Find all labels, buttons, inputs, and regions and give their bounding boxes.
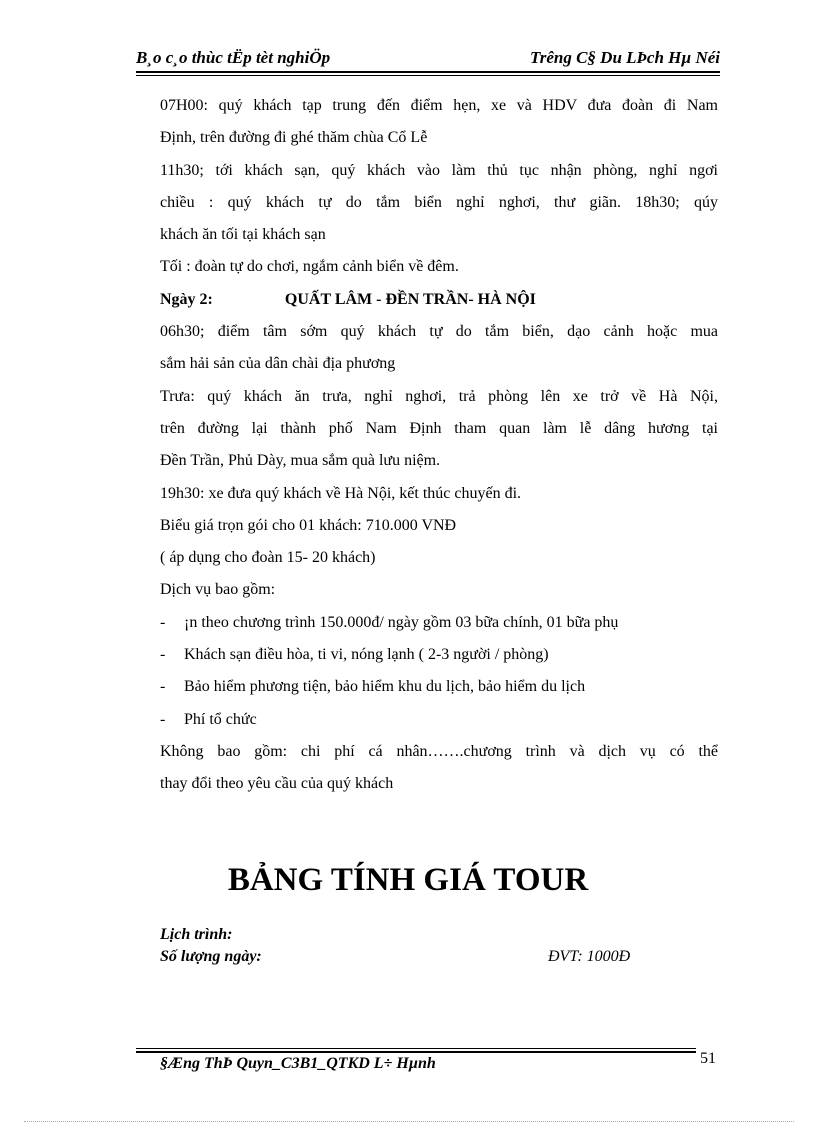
paragraph-line: trên đường lại thành phố Nam Định tham quan làm lễ dâng hương tại bbox=[160, 419, 718, 437]
footer-rule-thick bbox=[136, 1051, 696, 1053]
paragraph-line: 19h30: xe đưa quý khách về Hà Nội, kết thúc chuyến đi. bbox=[160, 484, 522, 502]
day-heading bbox=[160, 284, 718, 316]
paragraph-line: 06h30; điểm tâm sớm quý khách tự do tắm biển, dạo cảnh hoặc mua bbox=[160, 323, 718, 341]
service-text: Phí tổ chức bbox=[184, 710, 257, 728]
footer-author: §Æng ThÞ Quyn_C3B1_QTKD L÷ Hµnh bbox=[160, 1055, 436, 1072]
service-item bbox=[160, 671, 718, 703]
bullet-dash: - bbox=[160, 646, 166, 664]
service-text: Bảo hiểm phương tiện, bảo hiểm khu du lịch, bảo hiểm du lịch bbox=[184, 678, 586, 696]
header-left-title: B¸o c¸o thùc tËp tèt nghiÖp bbox=[136, 48, 331, 67]
page-number: 51 bbox=[700, 1050, 716, 1067]
days-label: Số lượng ngày: bbox=[160, 948, 262, 965]
page-bottom-edge bbox=[24, 1121, 794, 1122]
paragraph-line: Không bao gồm: chi phí cá nhân…….chương trình và dịch vụ có thể bbox=[160, 742, 718, 760]
paragraph-line: thay đổi theo yêu cầu của quý khách bbox=[160, 775, 394, 793]
header-rule-thin bbox=[136, 75, 720, 76]
header-rule bbox=[136, 71, 720, 73]
paragraph-line: Tối : đoàn tự do chơi, ngắm cảnh biển về đêm. bbox=[160, 258, 459, 276]
price-line: Biểu giá trọn gói cho 01 khách: 710.000 VNĐ bbox=[160, 516, 457, 534]
paragraph-line: 07H00: quý khách tạp trung đến điểm hẹn, xe và HDV đưa đoàn đi Nam bbox=[160, 97, 718, 114]
group-size-note: ( áp dụng cho đoàn 15- 20 khách) bbox=[160, 549, 376, 567]
paragraph-line: khách ăn tối tại khách sạn bbox=[160, 226, 326, 244]
services-heading: Dịch vụ bao gồm: bbox=[160, 581, 276, 599]
service-item bbox=[160, 607, 718, 639]
bullet-dash: - bbox=[160, 710, 166, 728]
paragraph-line: sắm hải sản của dân chài địa phương bbox=[160, 355, 396, 373]
service-text: Khách sạn điều hòa, ti vi, nóng lạnh ( 2-3 người / phòng) bbox=[184, 646, 549, 664]
paragraph-line: Trưa: quý khách ăn trưa, nghỉ nghơi, trả phòng lên xe trở về Hà Nội, bbox=[160, 387, 718, 405]
table-title: BẢNG TÍNH GIÁ TOUR bbox=[227, 862, 589, 898]
bullet-dash: - bbox=[160, 613, 166, 631]
paragraph-line: 11h30; tới khách sạn, quý khách vào làm thủ tục nhận phòng, nghỉ ngơi bbox=[160, 161, 718, 179]
bullet-dash: - bbox=[160, 678, 166, 696]
page-header bbox=[136, 48, 720, 72]
day-title: QUẤT LÂM - ĐỀN TRẦN- HÀ NỘI bbox=[284, 290, 536, 308]
document-body bbox=[160, 90, 718, 801]
service-item bbox=[160, 639, 718, 671]
service-item bbox=[160, 704, 718, 736]
header-right-title: Trêng C§ Du LÞch Hµ Néi bbox=[529, 48, 720, 67]
day-label: Ngày 2: bbox=[160, 290, 213, 308]
paragraph-line: chiều : quý khách tự do tắm biển nghỉ nghơi, thư giãn. 18h30; qúy bbox=[160, 193, 718, 211]
footer-rule bbox=[136, 1048, 696, 1049]
unit-label: ĐVT: 1000Đ bbox=[548, 948, 631, 965]
paragraph-line: Định, trên đường đi ghé thăm chùa Cổ Lễ bbox=[160, 129, 428, 147]
service-text: ¡n theo chương trình 150.000đ/ ngày gồm 03 bữa chính, 01 bữa phụ bbox=[184, 613, 619, 631]
paragraph-line: Đền Trần, Phủ Dày, mua sắm quà lưu niệm. bbox=[160, 452, 441, 470]
itinerary-label: Lịch trình: bbox=[160, 926, 233, 943]
